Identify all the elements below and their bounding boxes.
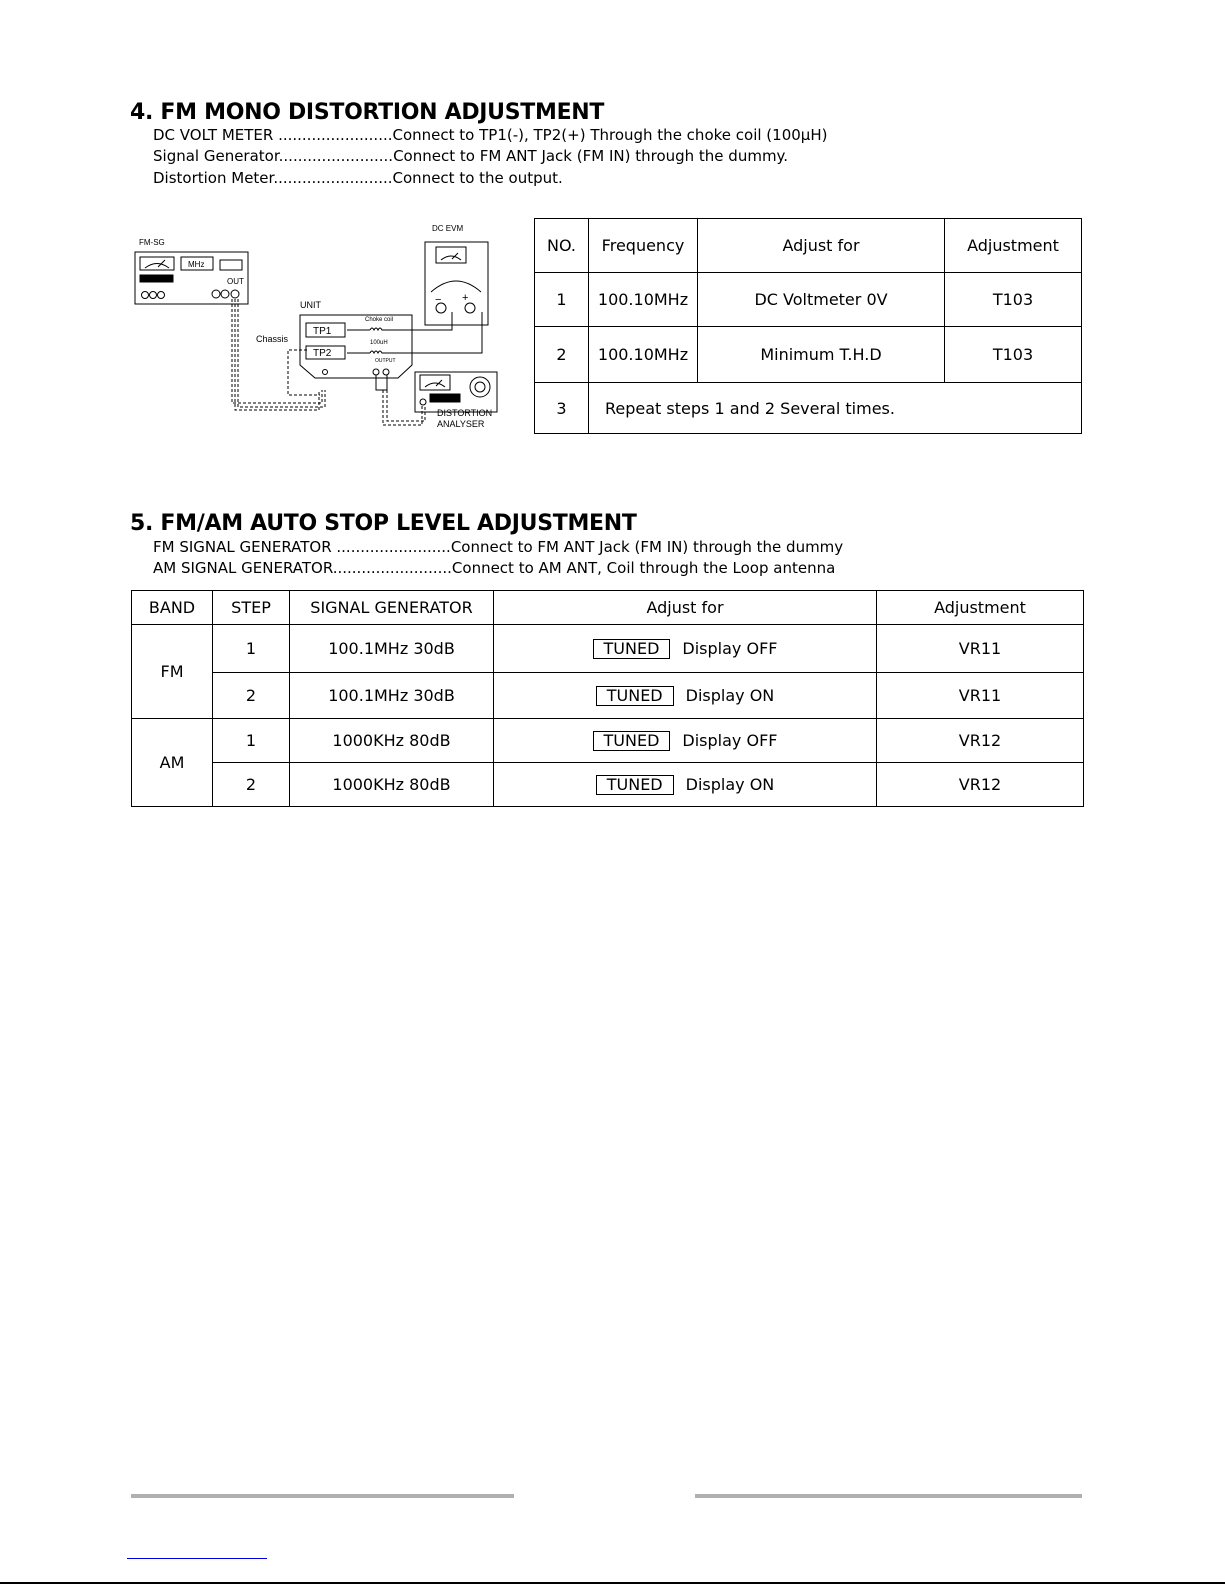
cell: T103: [945, 327, 1082, 383]
cell: 3: [535, 383, 589, 434]
cell: 100.1MHz 30dB: [290, 625, 494, 673]
table-row: [132, 763, 1084, 807]
auto-stop-table: [131, 590, 1084, 807]
header-band: BAND: [132, 591, 213, 625]
header-step: STEP: [213, 591, 290, 625]
unit-label: UNIT: [300, 300, 321, 310]
section5-title: 5. FM/AM AUTO STOP LEVEL ADJUSTMENT: [130, 511, 637, 536]
header-no: NO.: [535, 219, 589, 273]
tp2-label: TP2: [313, 348, 332, 359]
connection-line: Distortion Meter.........................Connect to the output.: [153, 169, 563, 187]
note-cell: Repeat steps 1 and 2 Several times.: [589, 383, 1082, 434]
cell: 100.10MHz: [589, 273, 698, 327]
cell: T103: [945, 273, 1082, 327]
band-cell: FM: [132, 625, 213, 719]
header-adjustment: Adjustment: [945, 219, 1082, 273]
table-row: [132, 719, 1084, 763]
fm-sg-label: FM-SG: [139, 238, 165, 247]
display-state: Display OFF: [682, 638, 778, 658]
header-frequency: Frequency: [589, 219, 698, 273]
header-signal-generator: SIGNAL GENERATOR: [290, 591, 494, 625]
cell: 100.1MHz 30dB: [290, 673, 494, 719]
section4-title: 4. FM MONO DISTORTION ADJUSTMENT: [130, 100, 605, 125]
tuned-indicator: TUNED: [593, 731, 671, 751]
connection-line: DC VOLT METER ........................Connect to TP1(-), TP2(+) Through the choke coil (100μH): [153, 126, 828, 144]
cell: 1000KHz 80dB: [290, 719, 494, 763]
cell: VR12: [877, 763, 1084, 807]
analyser-label: ANALYSER: [437, 419, 485, 429]
display-state: Display ON: [685, 685, 775, 705]
cell: 1000KHz 80dB: [290, 763, 494, 807]
out-label: OUT: [227, 277, 244, 286]
cell: [494, 763, 877, 807]
distortion-label: DISTORTION: [437, 408, 493, 418]
inductance-label: 100uH: [370, 340, 388, 346]
tuned-indicator: TUNED: [596, 686, 674, 706]
cell: VR11: [877, 673, 1084, 719]
cell: DC Voltmeter 0V: [698, 273, 945, 327]
chassis-label: Chassis: [256, 334, 289, 344]
display-state: Display ON: [685, 774, 775, 794]
choke-coil-label: Choke coil: [365, 317, 394, 323]
connection-line: FM SIGNAL GENERATOR ........................Connect to FM ANT Jack (FM IN) through the dummy: [153, 538, 844, 556]
table-row: [132, 625, 1084, 673]
tuned-indicator: TUNED: [593, 639, 671, 659]
output-label: OUTPUT: [375, 358, 396, 364]
connection-diagram: [125, 215, 505, 435]
tuned-indicator: TUNED: [596, 775, 674, 795]
header-adjustment: Adjustment: [877, 591, 1084, 625]
cell: 2: [535, 327, 589, 383]
header-adjust-for: Adjust for: [698, 219, 945, 273]
cell: 2: [213, 763, 290, 807]
cell: 100.10MHz: [589, 327, 698, 383]
dc-evm-label: DC EVM: [432, 224, 464, 233]
table-row: [535, 273, 1082, 327]
page-bottom-border: [0, 1582, 1225, 1584]
distortion-table: [534, 218, 1082, 434]
cell: [494, 719, 877, 763]
cell: [494, 625, 877, 673]
connection-line: AM SIGNAL GENERATOR.........................Connect to AM ANT, Coil through the Loop antenna: [153, 559, 836, 577]
footer-divider: [695, 1494, 1082, 1498]
cell: [494, 673, 877, 719]
mhz-label: MHz: [188, 260, 205, 269]
cell: 2: [213, 673, 290, 719]
cell: Minimum T.H.D: [698, 327, 945, 383]
table-row: [535, 383, 1082, 434]
cell: VR12: [877, 719, 1084, 763]
footer-divider: [131, 1494, 514, 1498]
cell: 1: [213, 719, 290, 763]
tp1-label: TP1: [313, 326, 332, 337]
cell: 1: [535, 273, 589, 327]
cell: 1: [213, 625, 290, 673]
connection-line: Signal Generator........................Connect to FM ANT Jack (FM IN) through the dummy.: [153, 147, 789, 165]
header-adjust-for: Adjust for: [494, 591, 877, 625]
band-cell: AM: [132, 719, 213, 807]
minus-label: −: [435, 294, 442, 306]
plus-label: +: [462, 292, 469, 304]
cell: VR11: [877, 625, 1084, 673]
table-row: [132, 673, 1084, 719]
table-row: [535, 327, 1082, 383]
display-state: Display OFF: [682, 730, 778, 750]
link-underline: [127, 1558, 267, 1559]
